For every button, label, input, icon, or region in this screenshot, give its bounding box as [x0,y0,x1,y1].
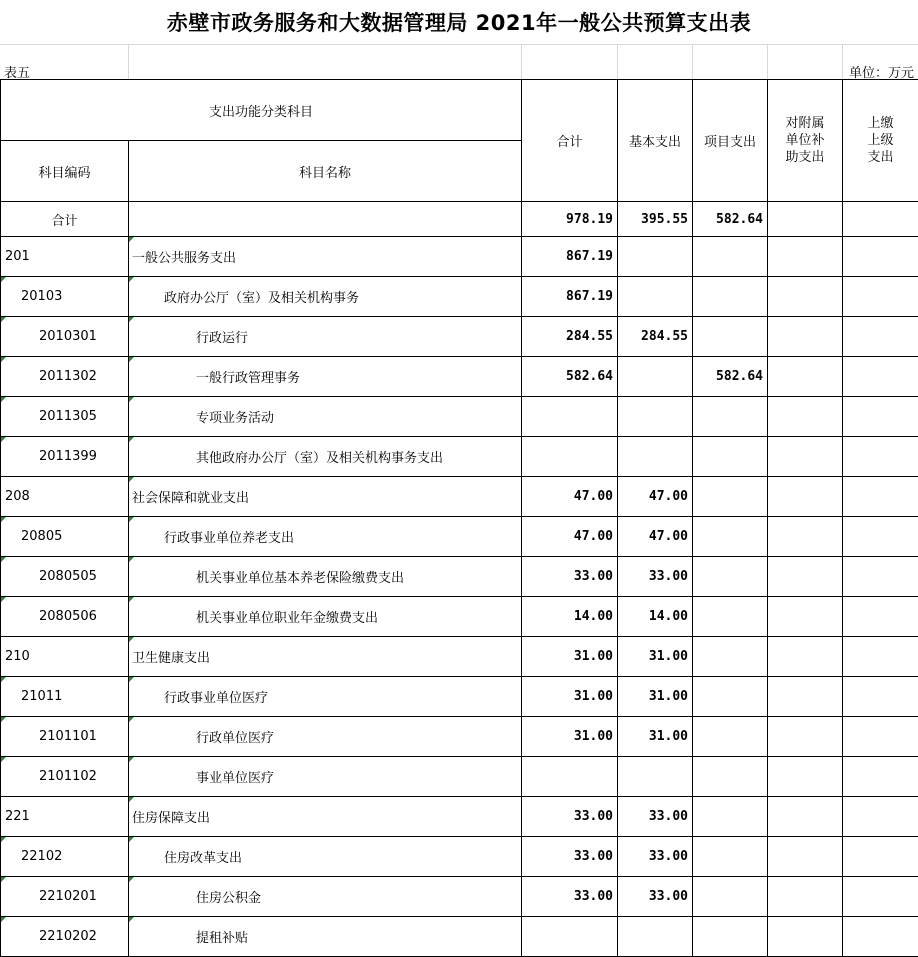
remit-amount-cell[interactable] [843,557,918,597]
page-title: 赤壁市政务服务和大数据管理局 2021年一般公共预算支出表 [0,0,918,44]
subsidy-amount-cell[interactable] [768,277,843,317]
basic-amount-cell[interactable]: 395.55 [618,202,693,237]
subject-name-cell[interactable]: 住房保障支出 [129,797,522,837]
subject-code-cell[interactable]: 2011302 [1,357,129,397]
subsidy-amount-cell[interactable] [768,317,843,357]
basic-amount-cell[interactable]: 33.00 [618,557,693,597]
header-total[interactable]: 合计 [522,80,618,202]
subsidy-amount-cell[interactable] [768,202,843,237]
subject-code-cell[interactable]: 2101101 [1,717,129,757]
basic-amount-cell[interactable] [618,237,693,277]
total-amount-cell[interactable]: 31.00 [522,717,618,757]
header-subject-code[interactable]: 科目编码 [1,141,129,202]
remit-amount-cell[interactable] [843,237,918,277]
subject-name-cell[interactable]: 行政单位医疗 [129,717,522,757]
total-amount-cell[interactable]: 47.00 [522,477,618,517]
basic-amount-cell[interactable]: 47.00 [618,477,693,517]
subject-name-cell[interactable]: 一般公共服务支出 [129,237,522,277]
subject-name-cell[interactable]: 卫生健康支出 [129,637,522,677]
total-amount-cell[interactable]: 33.00 [522,797,618,837]
remit-amount-cell[interactable] [843,717,918,757]
remit-amount-cell[interactable] [843,837,918,877]
subsidy-amount-cell[interactable] [768,877,843,917]
total-amount-cell[interactable]: 33.00 [522,877,618,917]
subject-code-cell[interactable]: 2011399 [1,437,129,477]
subject-code-cell[interactable]: 2010301 [1,317,129,357]
subject-name-cell[interactable]: 社会保障和就业支出 [129,477,522,517]
subject-code-cell[interactable]: 221 [1,797,129,837]
subject-name-cell[interactable]: 政府办公厅（室）及相关机构事务 [129,277,522,317]
subject-name-cell[interactable]: 事业单位医疗 [129,757,522,797]
total-label-cell[interactable]: 合计 [1,202,129,237]
basic-amount-cell[interactable] [618,757,693,797]
project-amount-cell[interactable] [693,837,768,877]
basic-amount-cell[interactable]: 31.00 [618,637,693,677]
total-amount-cell[interactable]: 31.00 [522,677,618,717]
basic-amount-cell[interactable] [618,437,693,477]
project-amount-cell[interactable]: 582.64 [693,357,768,397]
subsidy-amount-cell[interactable] [768,717,843,757]
total-amount-cell[interactable] [522,917,618,957]
project-amount-cell[interactable] [693,917,768,957]
subject-name-cell[interactable]: 其他政府办公厅（室）及相关机构事务支出 [129,437,522,477]
total-amount-cell[interactable] [522,397,618,437]
subject-name-cell[interactable] [129,202,522,237]
header-function-classification[interactable]: 支出功能分类科目 [1,80,522,141]
project-amount-cell[interactable] [693,317,768,357]
total-amount-cell[interactable]: 867.19 [522,277,618,317]
subsidy-amount-cell[interactable] [768,757,843,797]
remit-amount-cell[interactable] [843,517,918,557]
remit-amount-cell[interactable] [843,677,918,717]
total-amount-cell[interactable]: 14.00 [522,597,618,637]
subject-code-cell[interactable]: 201 [1,237,129,277]
subject-code-cell[interactable]: 20103 [1,277,129,317]
table-row [1,277,918,317]
basic-amount-cell[interactable] [618,397,693,437]
subsidy-amount-cell[interactable] [768,677,843,717]
subject-name-cell[interactable]: 专项业务活动 [129,397,522,437]
subsidy-amount-cell[interactable] [768,357,843,397]
table-row [1,597,918,637]
total-amount-cell[interactable]: 33.00 [522,837,618,877]
subject-code-cell[interactable]: 2210201 [1,877,129,917]
remit-amount-cell[interactable] [843,637,918,677]
basic-amount-cell[interactable] [618,357,693,397]
project-amount-cell[interactable] [693,877,768,917]
table-row [1,237,918,277]
table-row [1,477,918,517]
subject-code-cell[interactable]: 2101102 [1,757,129,797]
header-subject-name[interactable]: 科目名称 [129,141,522,202]
subsidy-amount-cell[interactable] [768,797,843,837]
subsidy-amount-cell[interactable] [768,397,843,437]
subject-name-cell[interactable]: 提租补贴 [129,917,522,957]
subject-name-cell[interactable]: 机关事业单位职业年金缴费支出 [129,597,522,637]
subsidy-amount-cell[interactable] [768,437,843,477]
table-row [1,917,918,957]
table-row [1,637,918,677]
basic-amount-cell[interactable]: 47.00 [618,517,693,557]
remit-amount-cell[interactable] [843,917,918,957]
table-row [1,797,918,837]
header-basic-expenditure[interactable]: 基本支出 [618,80,693,202]
total-amount-cell[interactable]: 978.19 [522,202,618,237]
project-amount-cell[interactable] [693,557,768,597]
project-amount-cell[interactable]: 582.64 [693,202,768,237]
project-amount-cell[interactable] [693,677,768,717]
table-row [1,317,918,357]
project-amount-cell[interactable] [693,717,768,757]
project-amount-cell[interactable] [693,277,768,317]
table-number-label: 表五 [4,62,30,81]
subsidy-amount-cell[interactable] [768,517,843,557]
total-row [1,202,918,237]
subject-name-cell[interactable]: 机关事业单位基本养老保险缴费支出 [129,557,522,597]
table-row [1,357,918,397]
subject-code-cell[interactable]: 210 [1,637,129,677]
total-amount-cell[interactable]: 284.55 [522,317,618,357]
table-row [1,717,918,757]
subsidy-amount-cell[interactable] [768,597,843,637]
header-remit-to-superior[interactable]: 上缴上级支出 [843,80,918,202]
subject-code-cell[interactable]: 2210202 [1,917,129,957]
subject-name-cell[interactable]: 住房公积金 [129,877,522,917]
subsidy-amount-cell[interactable] [768,557,843,597]
remit-amount-cell[interactable] [843,397,918,437]
subject-name-cell[interactable]: 一般行政管理事务 [129,357,522,397]
basic-amount-cell[interactable]: 284.55 [618,317,693,357]
project-amount-cell[interactable] [693,517,768,557]
remit-amount-cell[interactable] [843,797,918,837]
remit-amount-cell[interactable] [843,877,918,917]
basic-amount-cell[interactable]: 33.00 [618,877,693,917]
subsidy-amount-cell[interactable] [768,477,843,517]
basic-amount-cell[interactable] [618,917,693,957]
total-amount-cell[interactable]: 31.00 [522,637,618,677]
remit-amount-cell[interactable] [843,757,918,797]
basic-amount-cell[interactable]: 33.00 [618,837,693,877]
subsidy-amount-cell[interactable] [768,837,843,877]
total-amount-cell[interactable]: 33.00 [522,557,618,597]
header-row-1 [1,80,918,141]
remit-amount-cell[interactable] [843,277,918,317]
remit-amount-cell[interactable] [843,437,918,477]
table-row [1,677,918,717]
project-amount-cell[interactable] [693,637,768,677]
subsidy-amount-cell[interactable] [768,917,843,957]
basic-amount-cell[interactable]: 33.00 [618,797,693,837]
table-row [1,517,918,557]
unit-label: 单位：万元 [849,62,914,81]
basic-amount-cell[interactable]: 31.00 [618,677,693,717]
subsidy-amount-cell[interactable] [768,637,843,677]
subject-code-cell[interactable]: 20805 [1,517,129,557]
remit-amount-cell[interactable] [843,202,918,237]
project-amount-cell[interactable] [693,797,768,837]
subject-code-cell[interactable]: 22102 [1,837,129,877]
total-amount-cell[interactable]: 47.00 [522,517,618,557]
project-amount-cell[interactable] [693,477,768,517]
remit-amount-cell[interactable] [843,597,918,637]
total-amount-cell[interactable] [522,437,618,477]
subject-code-cell[interactable]: 2011305 [1,397,129,437]
total-amount-cell[interactable]: 867.19 [522,237,618,277]
basic-amount-cell[interactable] [618,277,693,317]
remit-amount-cell[interactable] [843,477,918,517]
subject-name-cell[interactable]: 住房改革支出 [129,837,522,877]
subsidy-amount-cell[interactable] [768,237,843,277]
project-amount-cell[interactable] [693,437,768,477]
subject-code-cell[interactable]: 2080505 [1,557,129,597]
project-amount-cell[interactable] [693,237,768,277]
remit-amount-cell[interactable] [843,357,918,397]
sheet-gridlines [0,44,918,79]
table-row [1,437,918,477]
subject-name-cell[interactable]: 行政事业单位养老支出 [129,517,522,557]
header-project-expenditure[interactable]: 项目支出 [693,80,768,202]
subject-code-cell[interactable]: 21011 [1,677,129,717]
project-amount-cell[interactable] [693,597,768,637]
subject-name-cell[interactable]: 行政事业单位医疗 [129,677,522,717]
basic-amount-cell[interactable]: 14.00 [618,597,693,637]
header-subsidy-affiliated-units[interactable]: 对附属单位补助支出 [768,80,843,202]
project-amount-cell[interactable] [693,757,768,797]
subject-name-cell[interactable]: 行政运行 [129,317,522,357]
table-row [1,757,918,797]
total-amount-cell[interactable]: 582.64 [522,357,618,397]
table-row [1,837,918,877]
table-row [1,557,918,597]
remit-amount-cell[interactable] [843,317,918,357]
basic-amount-cell[interactable]: 31.00 [618,717,693,757]
subject-code-cell[interactable]: 208 [1,477,129,517]
subject-code-cell[interactable]: 2080506 [1,597,129,637]
table-row [1,397,918,437]
total-amount-cell[interactable] [522,757,618,797]
budget-table [0,79,918,957]
project-amount-cell[interactable] [693,397,768,437]
table-row [1,877,918,917]
